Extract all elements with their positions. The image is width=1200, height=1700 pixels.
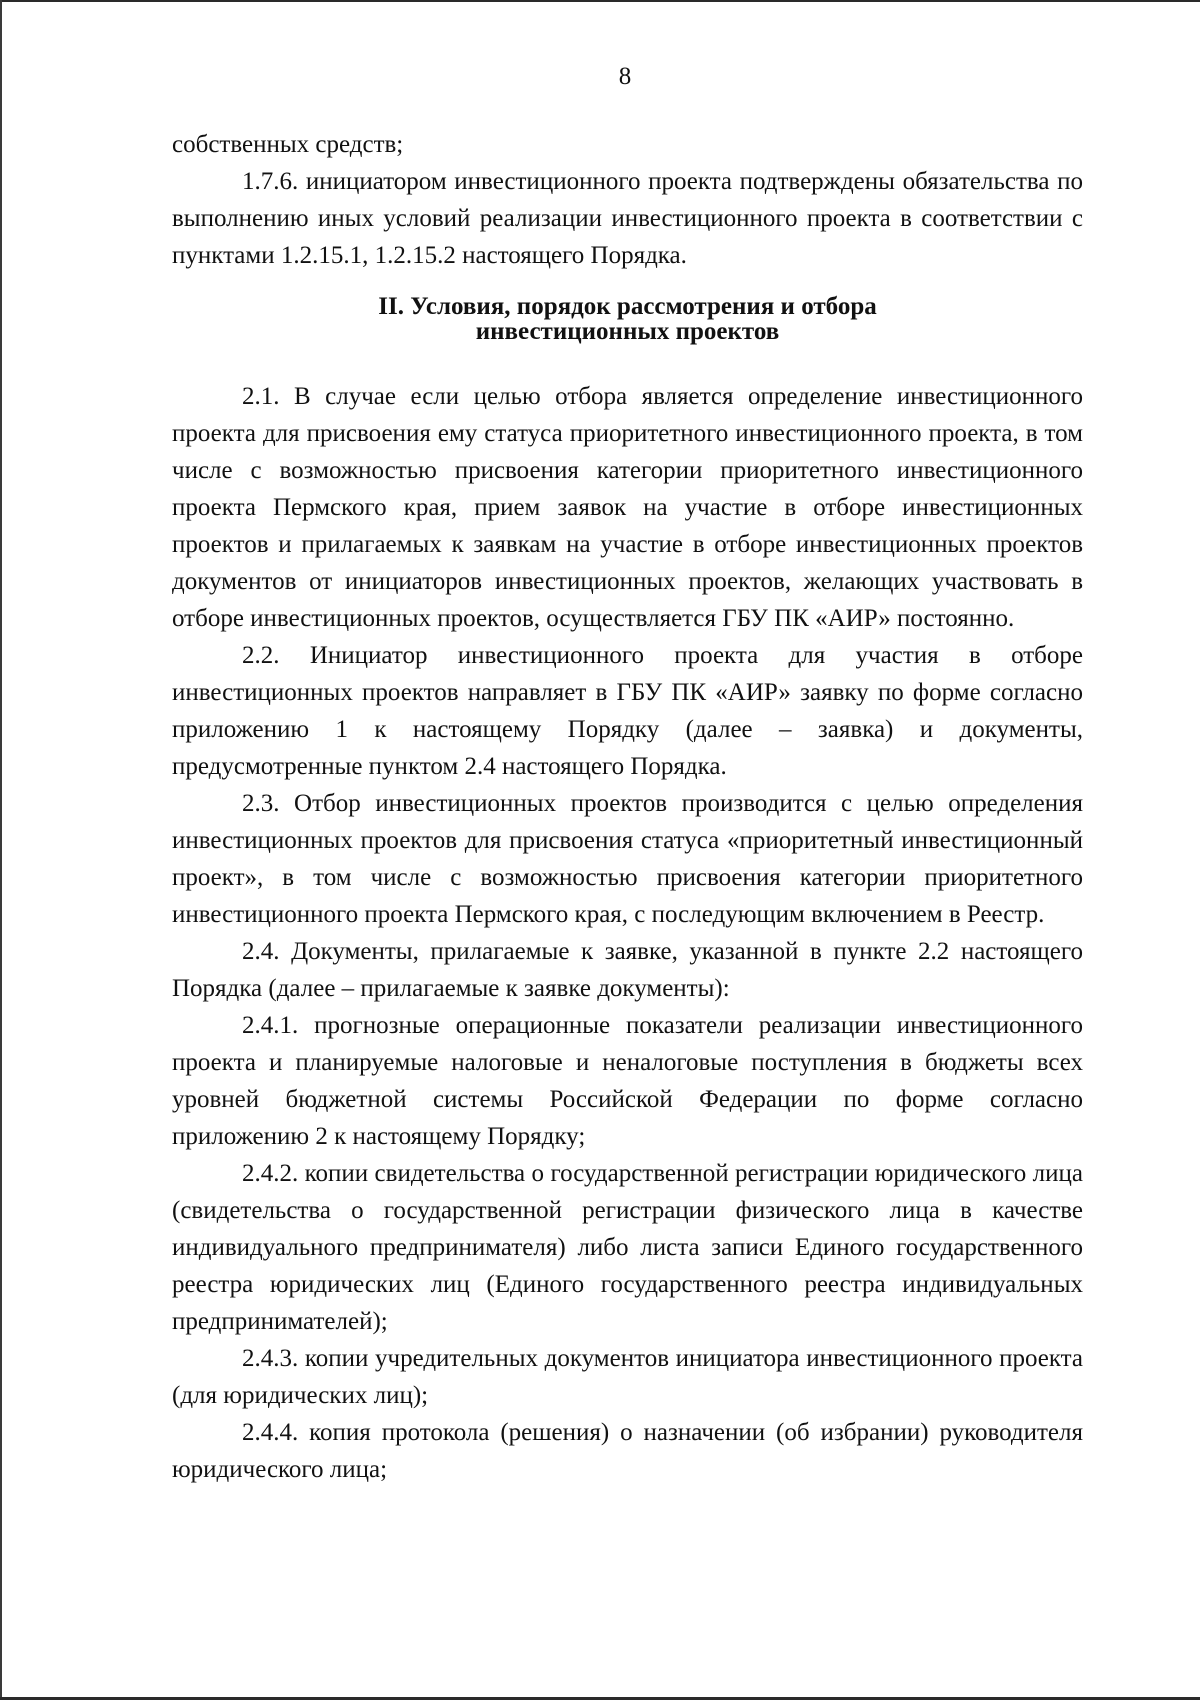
section-heading-line-2: инвестиционных проектов (475, 318, 780, 345)
paragraph-2-3: 2.3. Отбор инвестиционных проектов производится с целью определения инвестиционных проектов для присвоения статуса «приоритетный инвестиционный проект», в том числе с возможностью присвоения категории приоритетного инвестиционного проекта Пермского края, с последующим включением в Реестр. (172, 790, 1083, 928)
section-heading (172, 294, 1083, 344)
paragraph-1-7-6: 1.7.6. инициатором инвестиционного проекта подтверждены обязательства по выполнению иных условий реализации инвестиционного проекта в соответствии с пунктами 1.2.15.1, 1.2.15.2 настоящего Порядка. (172, 168, 1083, 269)
page-number: 8 (618, 63, 632, 90)
paragraph-2-2: 2.2. Инициатор инвестиционного проекта для участия в отборе инвестиционных проектов направляет в ГБУ ПК «АИР» заявку по форме согласно приложению 1 к настоящему Порядку (далее – заявка) и документы, предусмотренные пунктом 2.4 настоящего Порядка. (172, 642, 1083, 780)
document-body (172, 126, 1083, 1488)
paragraph-2-4: 2.4. Документы, прилагаемые к заявке, указанной в пункте 2.2 настоящего Порядка (далее – прилагаемые к заявке документы): (172, 938, 1083, 1002)
paragraph-2-1: 2.1. В случае если целью отбора является определение инвестиционного проекта для присвоения ему статуса приоритетного инвестиционного проекта, в том числе с возможностью присвоения категории приоритетного инвестиционного проекта Пермского края, прием заявок на участие в отборе инвестиционных проектов и прилагаемых к заявкам на участие в отборе инвестиционных проектов документов от инициаторов инвестиционных проектов, желающих участвовать в отборе инвестиционных проектов, осуществляется ГБУ ПК «АИР» постоянно. (172, 383, 1083, 632)
paragraph-2-4-2: 2.4.2. копии свидетельства о государственной регистрации юридического лица (свидетельства о государственной регистрации физического лица в качестве индивидуального предпринимателя) либо листа записи Единого государственного реестра юридических лиц (Единого государственного реестра индивидуальных предпринимателей); (172, 1160, 1083, 1335)
scan-edge-left (0, 0, 2, 1700)
scan-edge-top (0, 0, 1200, 2)
paragraph-continuation: собственных средств; (172, 131, 404, 158)
paragraph-2-4-3: 2.4.3. копии учредительных документов инициатора инвестиционного проекта (для юридических лиц); (172, 1345, 1083, 1409)
section-heading-line-1: II. Условия, порядок рассмотрения и отбора (378, 293, 877, 320)
paragraph-2-4-4: 2.4.4. копия протокола (решения) о назначении (об избрании) руководителя юридического лица; (172, 1419, 1083, 1483)
paragraph-2-4-1: 2.4.1. прогнозные операционные показатели реализации инвестиционного проекта и планируемые налоговые и неналоговые поступления в бюджеты всех уровней бюджетной системы Российской Федерации по форме согласно приложению 2 к настоящему Порядку; (172, 1012, 1083, 1150)
